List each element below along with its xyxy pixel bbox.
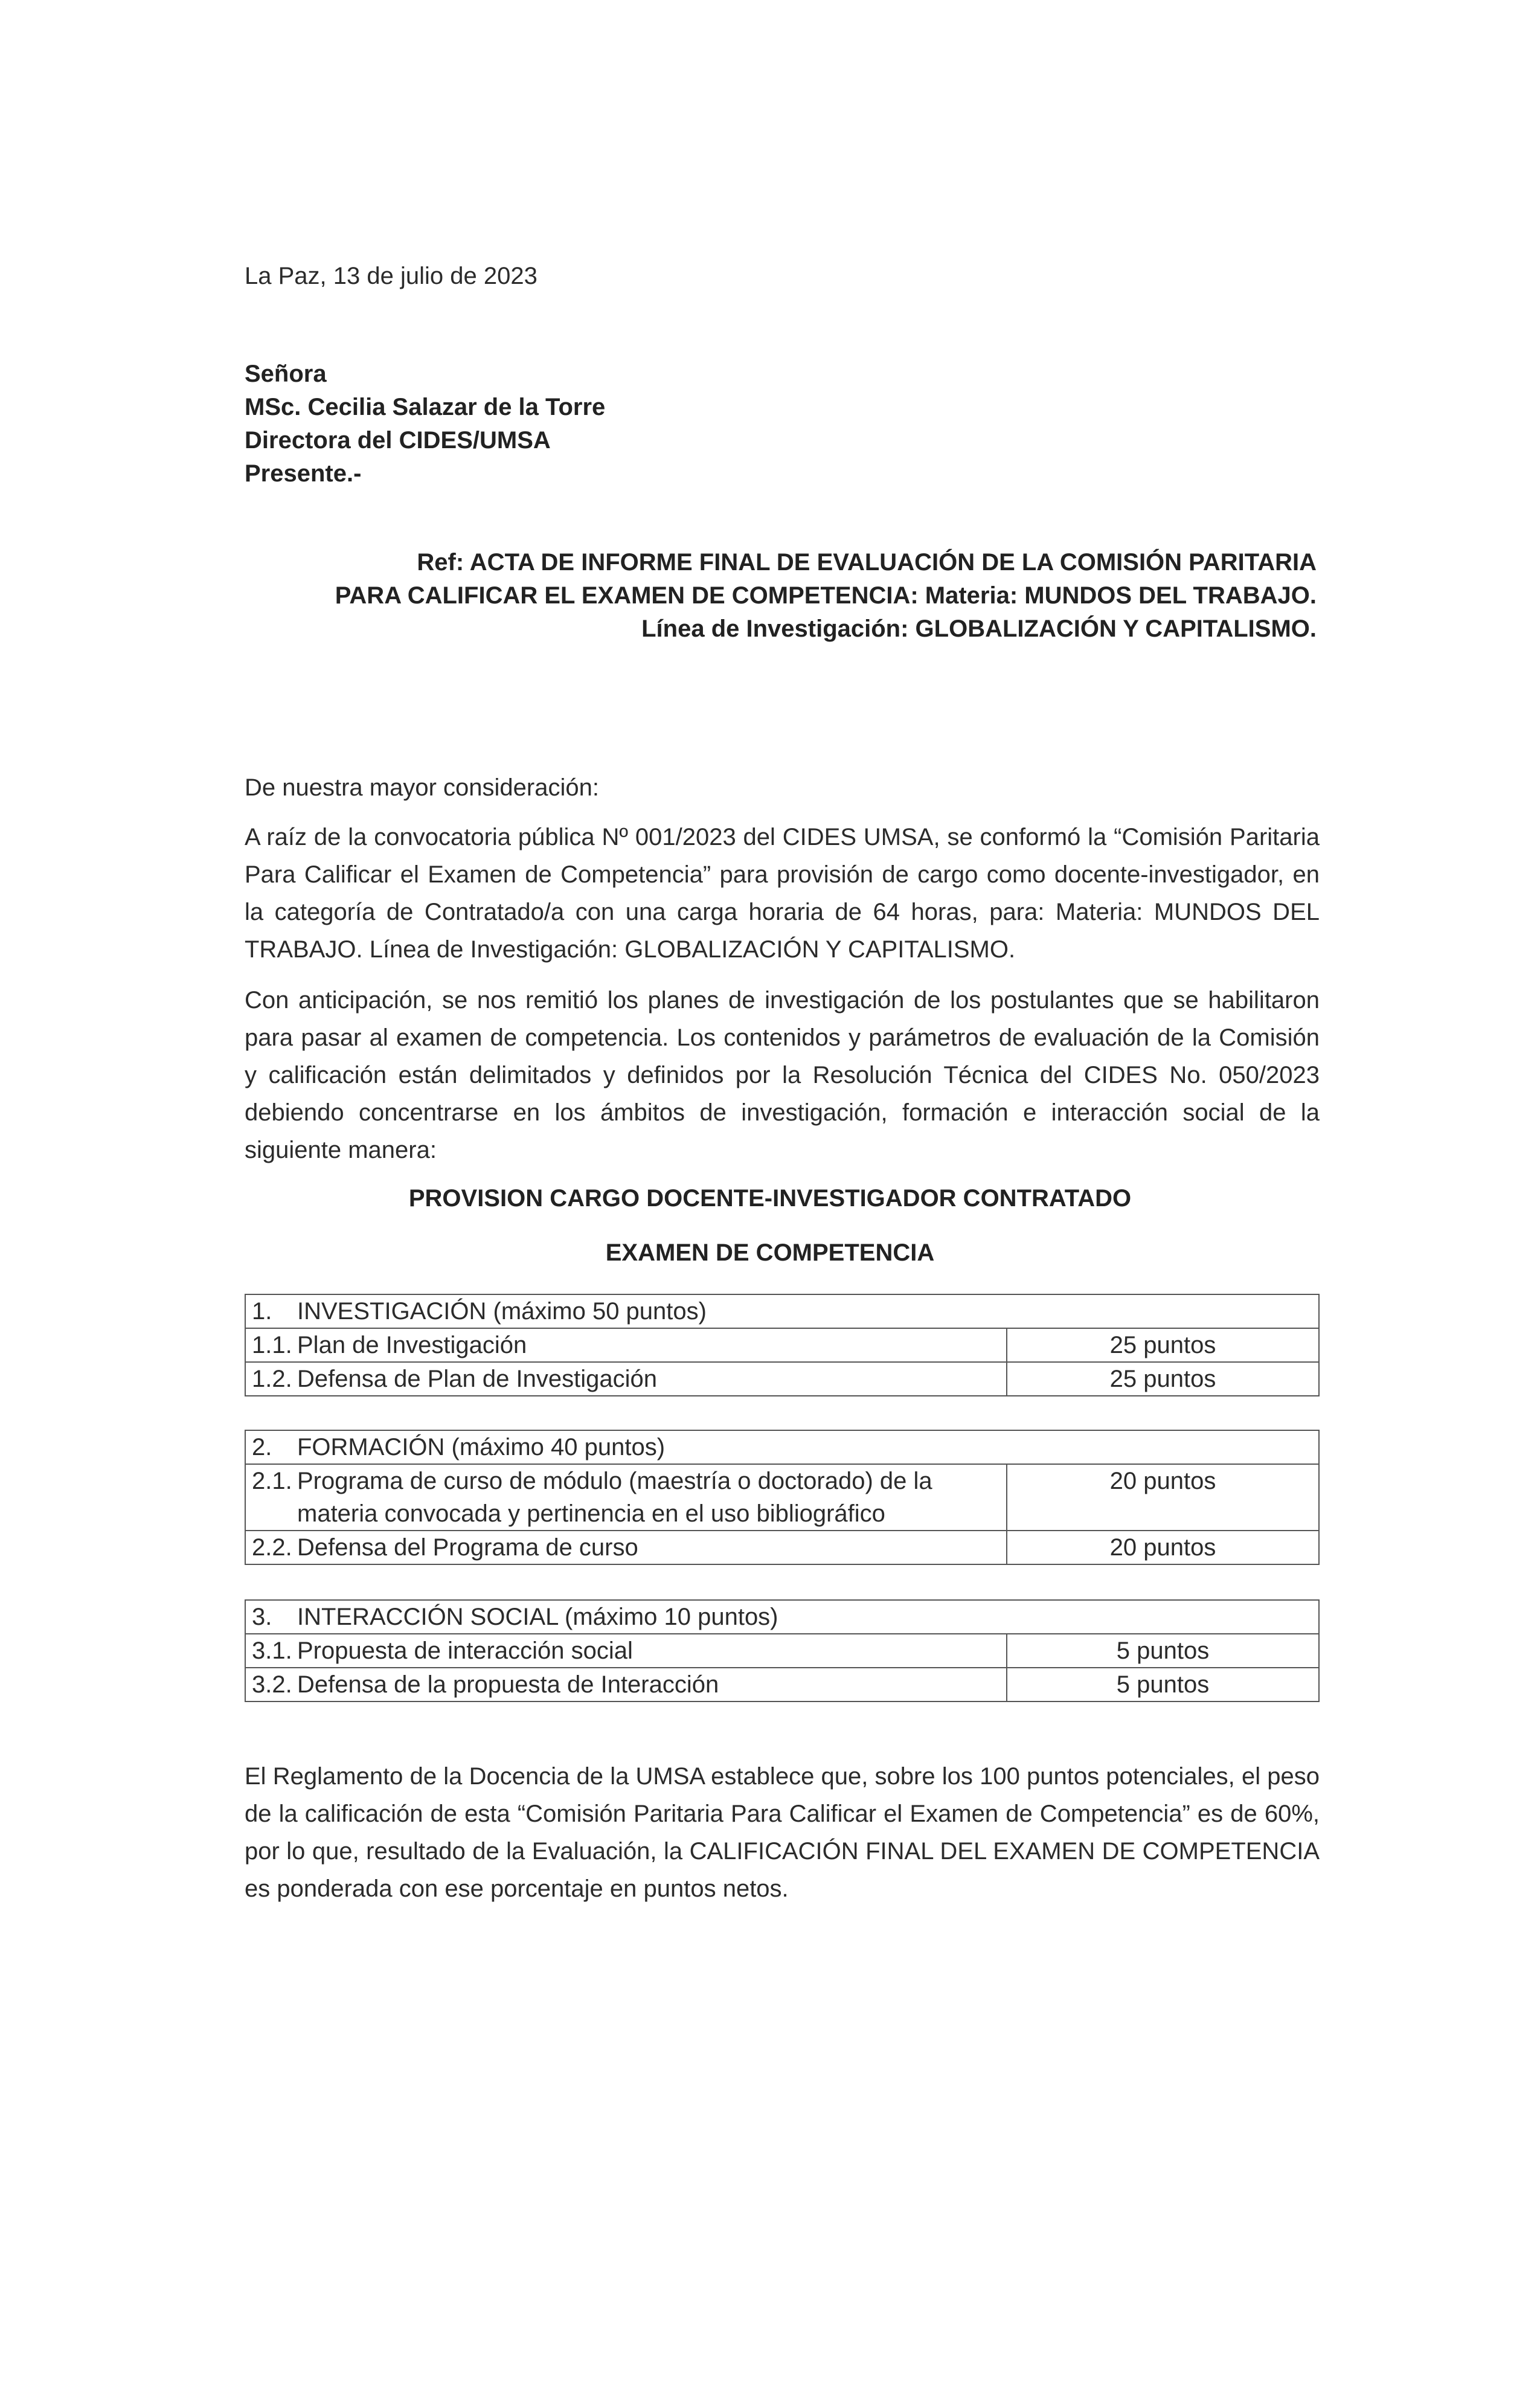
- table-header-row: [245, 1430, 1319, 1464]
- table-header-cell: [245, 1430, 1319, 1464]
- section-title: INVESTIGACIÓN (máximo 50 puntos): [297, 1298, 707, 1325]
- reference-line-3: Línea de Investigación: GLOBALIZACIÓN Y CAPITALISMO.: [641, 615, 1317, 642]
- criterion-number: 2.2.: [252, 1534, 292, 1561]
- evaluation-table-interaccion: [245, 1599, 1320, 1702]
- section-number: 1.: [252, 1298, 272, 1325]
- criterion-number: 2.1.: [252, 1468, 292, 1494]
- section-title: FORMACIÓN (máximo 40 puntos): [297, 1434, 666, 1460]
- table-row: [245, 1668, 1319, 1701]
- criterion-number: 3.1.: [252, 1637, 292, 1664]
- heading-provision: PROVISION CARGO DOCENTE-INVESTIGADOR CONTRATADO: [408, 1185, 1132, 1212]
- section-title: INTERACCIÓN SOCIAL (máximo 10 puntos): [297, 1604, 778, 1630]
- recipient-name: MSc. Cecilia Salazar de la Torre: [245, 394, 606, 420]
- heading-exam: EXAMEN DE COMPETENCIA: [605, 1239, 935, 1266]
- reference-line-1: Ref: ACTA DE INFORME FINAL DE EVALUACIÓN DE LA COMISIÓN PARITARIA: [417, 549, 1317, 576]
- criterion-points: 5 puntos: [1007, 1668, 1319, 1701]
- criterion-label: Plan de Investigación: [297, 1332, 527, 1358]
- paragraph-reglamento: El Reglamento de la Docencia de la UMSA establece que, sobre los 100 puntos potenciales, el peso de la calificación de esta “Comisión Paritaria Para Calificar el Examen de Competencia” es de 60%, por lo que, resultado de la Evaluación, la CALIFICACIÓN FINAL DEL EXAMEN DE COMPETENCIA es ponderada con ese porcentaje en puntos netos.: [245, 1763, 1320, 1902]
- evaluation-table-investigacion: [245, 1294, 1320, 1396]
- criterion-number: 3.2.: [252, 1671, 292, 1698]
- criterion-number: 1.2.: [252, 1366, 292, 1392]
- paragraph-evaluacion: Con anticipación, se nos remitió los planes de investigación de los postulantes que se habilitaron para pasar al examen de competencia. Los contenidos y parámetros de evaluación de la Comisión y calificación están delimitados y definidos por la Resolución Técnica del CIDES No. 050/2023 debiendo concentrarse en los ámbitos de investigación, formación e interacción social de la siguiente manera:: [245, 987, 1320, 1163]
- criterion-cell: [245, 1362, 1007, 1396]
- recipient-position: Directora del CIDES/UMSA: [245, 427, 551, 454]
- greeting: De nuestra mayor consideración:: [245, 774, 599, 801]
- table-header-row: [245, 1600, 1319, 1634]
- criterion-points: 25 puntos: [1007, 1362, 1319, 1396]
- table-header-cell: [245, 1294, 1319, 1328]
- table-row: [245, 1531, 1319, 1564]
- table-header-row: [245, 1294, 1319, 1328]
- paragraph-convocatoria: A raíz de la convocatoria pública Nº 001/2023 del CIDES UMSA, se conformó la “Comisión Paritaria Para Calificar el Examen de Competencia” para provisión de cargo como docente-investigador, en la categoría de Contratado/a con una carga horaria de 64 horas, para: Materia: MUNDOS DEL TRABAJO. Línea de Investigación: GLOBALIZACIÓN Y CAPITALISMO.: [245, 824, 1320, 963]
- table-row: [245, 1464, 1319, 1531]
- criterion-cell: [245, 1464, 1007, 1531]
- criterion-points: 5 puntos: [1007, 1634, 1319, 1668]
- criterion-label: Propuesta de interacción social: [297, 1637, 633, 1664]
- criterion-cell: [245, 1328, 1007, 1362]
- criterion-points: 25 puntos: [1007, 1328, 1319, 1362]
- table-header-cell: [245, 1600, 1319, 1634]
- table-row: [245, 1328, 1319, 1362]
- criterion-points: 20 puntos: [1007, 1464, 1319, 1531]
- section-number: 3.: [252, 1604, 272, 1630]
- criterion-cell: [245, 1668, 1007, 1701]
- recipient-salutation: Señora: [245, 361, 327, 387]
- criterion-label: Defensa de Plan de Investigación: [297, 1366, 657, 1392]
- criterion-label: Defensa del Programa de curso: [297, 1534, 638, 1561]
- criterion-cell: [245, 1531, 1007, 1564]
- reference-line-2: PARA CALIFICAR EL EXAMEN DE COMPETENCIA: Materia: MUNDOS DEL TRABAJO.: [335, 582, 1317, 609]
- criterion-points: 20 puntos: [1007, 1531, 1319, 1564]
- recipient-closing: Presente.-: [245, 460, 362, 487]
- date-line: La Paz, 13 de julio de 2023: [245, 263, 537, 289]
- section-number: 2.: [252, 1434, 272, 1460]
- criterion-number: 1.1.: [252, 1332, 292, 1358]
- criterion-label: Defensa de la propuesta de Interacción: [297, 1671, 719, 1698]
- criterion-label: Programa de curso de módulo (maestría o doctorado) de la materia convocada y pertinencia en el uso bibliográfico: [297, 1468, 932, 1527]
- evaluation-table-formacion: [245, 1430, 1320, 1565]
- table-row: [245, 1634, 1319, 1668]
- table-row: [245, 1362, 1319, 1396]
- criterion-cell: [245, 1634, 1007, 1668]
